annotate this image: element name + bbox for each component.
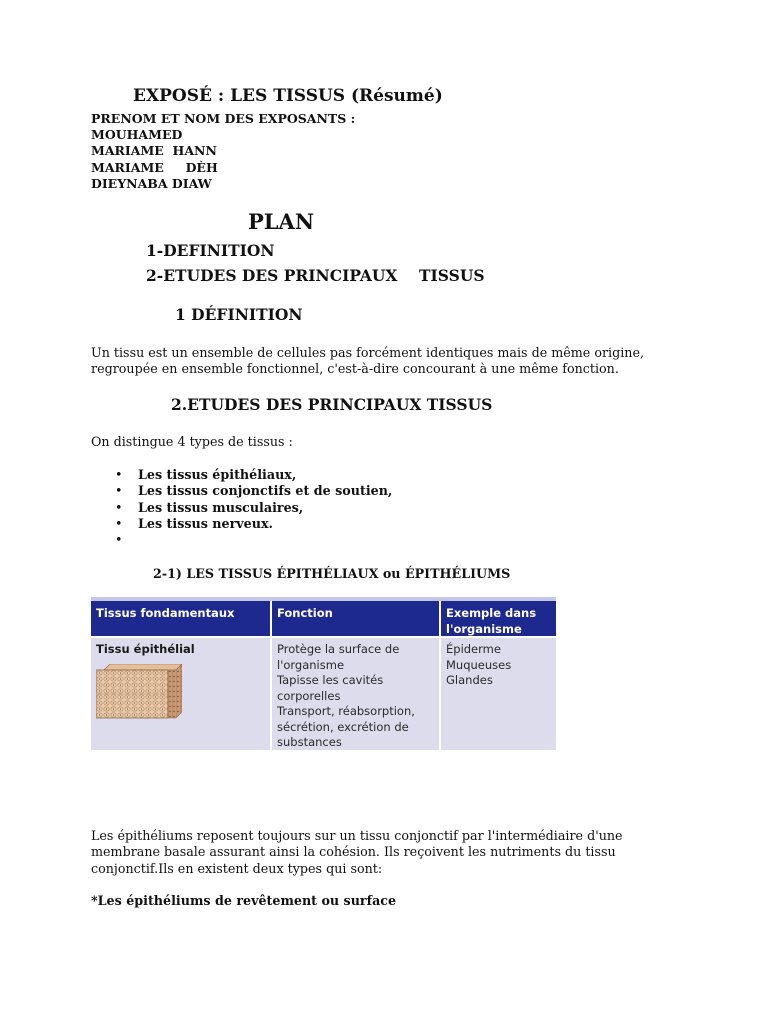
- epithelium-paragraph: [91, 828, 623, 877]
- list-item-label: Les tissus conjonctifs et de soutien,: [138, 483, 393, 499]
- table-header-cell: Fonction: [277, 606, 333, 620]
- etudes-intro: On distingue 4 types de tissus :: [91, 434, 293, 449]
- epithelium-heading: 2-1) LES TISSUS ÉPITHÉLIAUX ou ÉPITHÉLIUMS: [153, 566, 511, 581]
- authors-block: [91, 111, 355, 192]
- tissue-types-list: [115, 467, 392, 548]
- list-item: [115, 483, 392, 499]
- list-item: [115, 516, 392, 532]
- paragraph-line: membrane basale assurant ainsi la cohésion. Ils reçoivent les nutriments du tissu: [91, 844, 616, 860]
- etudes-heading: 2.ETUDES DES PRINCIPAUX TISSUS: [171, 395, 493, 414]
- table-cell-exemples: Épiderme Muqueuses Glandes: [446, 642, 512, 687]
- epithelium-subheading: *Les épithéliums de revêtement ou surface: [91, 893, 397, 908]
- paragraph-line: Un tissu est un ensemble de cellules pas forcément identiques mais de même origine,: [91, 345, 645, 360]
- plan-item: 2-ETUDES DES PRINCIPAUX TISSUS: [146, 265, 485, 285]
- author-name: DIEYNABA DIAW: [91, 175, 212, 191]
- bullet-icon: •: [115, 499, 123, 515]
- plan-item: 1-DEFINITION: [146, 241, 275, 260]
- list-item: [115, 500, 392, 516]
- bullet-icon: •: [115, 483, 123, 499]
- list-item: [115, 467, 392, 483]
- paragraph-line: regroupée en ensemble fonctionnel, c'est-à-dire concourant à une même fonction.: [91, 361, 619, 377]
- list-item-label: Les tissus musculaires,: [138, 499, 304, 515]
- paragraph-line: conjonctif.Ils en existent deux types qui sont:: [91, 860, 383, 876]
- table-cell-tissue: Tissu épithélial: [96, 642, 195, 656]
- tissue-table: [91, 597, 556, 750]
- bullet-icon: •: [115, 532, 123, 548]
- plan-title: PLAN: [248, 209, 315, 234]
- table-header-row: [91, 601, 556, 636]
- authors-label: PRENOM ET NOM DES EXPOSANTS :: [91, 111, 356, 126]
- bullet-icon: •: [115, 467, 123, 482]
- author-name: MARIAME HANN: [91, 143, 217, 159]
- plan-list: [146, 239, 485, 288]
- author-name: MARIAME DÈH: [91, 159, 218, 175]
- document-title: EXPOSÉ : LES TISSUS (Résumé): [133, 86, 443, 106]
- column-divider: [439, 601, 441, 750]
- table-cell-fonction: Protège la surface de l'organisme Tapisse les cavités corporelles Transport, réabsorption, sécrétion, excrétion de substances: [277, 642, 415, 749]
- definition-heading: 1 DÉFINITION: [175, 305, 303, 324]
- table-header-cell: Exemple dans l'organisme: [446, 606, 537, 636]
- list-item-label: Les tissus épithéliaux,: [138, 467, 297, 482]
- bullet-icon: •: [115, 515, 123, 531]
- table-header-cell: Tissus fondamentaux: [96, 606, 235, 620]
- list-item-label: Les tissus nerveux.: [138, 515, 273, 531]
- epithelial-tissue-illustration: [96, 664, 182, 720]
- author-name: MOUHAMED: [91, 127, 183, 143]
- paragraph-line: Les épithéliums reposent toujours sur un tissu conjonctif par l'intermédiaire d'une: [91, 828, 623, 843]
- list-item: [115, 532, 392, 548]
- column-divider: [270, 601, 272, 750]
- definition-paragraph: [91, 345, 644, 378]
